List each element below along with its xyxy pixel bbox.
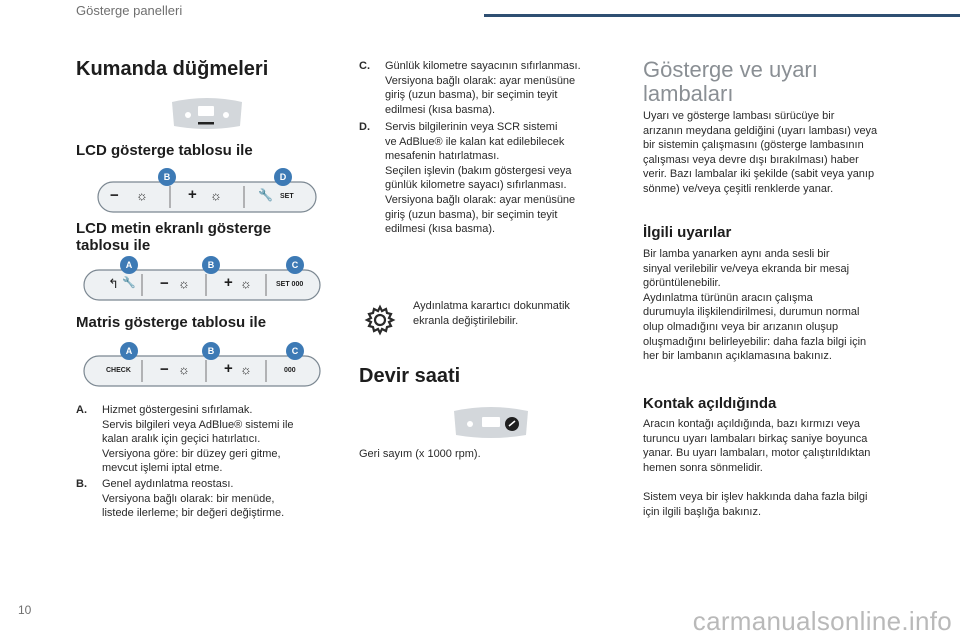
brightness-icon: ☼ (240, 362, 252, 377)
definition-letter: D. (359, 121, 370, 133)
section-title-rev-counter: Devir saati (359, 365, 461, 387)
text-plus-button[interactable]: + (224, 274, 233, 291)
matrix-button-panel (82, 342, 322, 388)
callout-d: D (274, 168, 292, 186)
heading-matrix: Matris gösterge tablosu ile (76, 314, 267, 331)
ignition-text: Aracın kontağı açıldığında, bazı kırmızı veya turuncu uyarı lambaları birkaç saniye boyunca yanar. Bu uyarı lambaları, motor çalıştırıldıktan hemen sonra sönmelidir. (643, 418, 871, 474)
section-title-controls: Kumanda düğmeleri (76, 58, 269, 80)
running-header: Gösterge panelleri (76, 3, 183, 18)
dashboard-controls-illustration (168, 96, 246, 132)
callout-b: B (202, 342, 220, 360)
lcd-set-button[interactable]: SET (280, 193, 294, 200)
callout-a: A (120, 342, 138, 360)
brightness-icon: ☼ (136, 188, 148, 203)
dimmer-note: Aydınlatma karartıcı dokunmatik ekranla değiştirilebilir. (413, 300, 570, 327)
gear-icon (364, 304, 396, 336)
matrix-minus-button[interactable]: − (160, 361, 169, 378)
rev-counter-caption: Geri sayım (x 1000 rpm). (359, 448, 481, 460)
heading-lcd-text: LCD metin ekranlı gösterge tablosu ile (76, 220, 272, 254)
watermark-logo: carmanualsonline.info (692, 606, 952, 636)
text-set-button[interactable]: SET 000 (276, 281, 304, 288)
definition-text: Hizmet göstergesini sıfırlamak. Servis bilgileri veya AdBlue® sistemi ile kalan aralık için geçici hatırlatıcı. Versiyona göre: bir düzey geri gitme, mevcut işlemi iptal etme. (102, 404, 294, 475)
lcd-text-button-panel (82, 256, 322, 302)
definition-a (76, 403, 336, 476)
definition-c (359, 59, 624, 117)
brightness-icon: ☼ (240, 276, 252, 291)
check-button[interactable]: CHECK (106, 367, 131, 374)
heading-lcd: LCD gösterge tablosu ile (76, 142, 253, 159)
section-title-warning-lamps: Gösterge ve uyarı lambaları (643, 57, 818, 106)
definition-text: Günlük kilometre sayacının sıfırlanması. Versiyona bağlı olarak: ayar menüsüne giriş (uzun basma), bir seçimin teyit edilmesi (kısa basma). (385, 60, 581, 116)
definition-letter: B. (76, 478, 87, 490)
brightness-icon: ☼ (178, 276, 190, 291)
rev-counter-illustration (450, 405, 532, 441)
page-number: 10 (18, 603, 32, 617)
intro-paragraph: Uyarı ve gösterge lambası sürücüye bir arızanın meydana geldiğini (uyarı lambası) veya bir sistemin çalışmasını (gösterge lambasının çalışması veya devre dışı bırakılması) haber verir. Bazı lambalar iki şekilde (sabit veya yanıp sönme) ve/veya çeşitli renklerde yanar. (643, 110, 878, 195)
more-info-text: Sistem veya bir işlev hakkında daha fazla bilgi için ilgili başlığa bakınız. (643, 491, 868, 518)
related-warnings-text: Bir lamba yanarken aynı anda sesli bir sinyal verilebilir ve/veya ekranda bir mesaj görüntülenebilir. Aydınlatma türünün aracın çalışma durumuyla ilişkilendirilmesi, durumun normal olup olmadığını veya bir arızanın oluşup oluşmadığını belirleyebilir: daha fazla bilgi için her bir lambanın açıklamasına bakınız. (643, 248, 867, 363)
heading-related-warnings: İlgili uyarılar (643, 224, 732, 241)
header-rule (484, 14, 960, 17)
callout-b: B (158, 168, 176, 186)
definition-text: Genel aydınlatma reostası. Versiyona bağlı olarak: bir menüde, listede ilerleme; bir değeri değiştirme. (102, 478, 285, 520)
definition-d (359, 120, 624, 237)
text-minus-button[interactable]: − (160, 275, 169, 292)
heading-ignition-on: Kontak açıldığında (643, 395, 777, 412)
lcd-minus-button[interactable]: − (110, 187, 119, 204)
callout-a: A (120, 256, 138, 274)
callout-c: C (286, 256, 304, 274)
wrench-icon: 🔧 (258, 188, 273, 202)
definition-letter: A. (76, 404, 87, 416)
wrench-icon: 🔧 (122, 277, 136, 289)
brightness-icon: ☼ (210, 188, 222, 203)
lcd-plus-button[interactable]: + (188, 186, 197, 203)
definition-letter: C. (359, 60, 370, 72)
definition-text: Servis bilgilerinin veya SCR sistemi ve AdBlue® ile kalan kat edilebilecek mesafenin hatırlatması. Seçilen işlevin (bakım göstergesi veya günlük kilometre sayacı) sıfırlanması. Versiyona bağlı olarak: ayar menüsüne giriş (uzun basma), bir seçimin teyit edilmesi (kısa basma). (385, 121, 576, 236)
callout-c: C (286, 342, 304, 360)
lcd-button-panel (96, 168, 318, 214)
callout-b: B (202, 256, 220, 274)
matrix-plus-button[interactable]: + (224, 360, 233, 377)
definition-b (76, 477, 336, 521)
brightness-icon: ☼ (178, 362, 190, 377)
trip-reset-button[interactable]: 000 (284, 367, 296, 374)
back-arrow-icon[interactable]: ↰ (108, 276, 119, 291)
